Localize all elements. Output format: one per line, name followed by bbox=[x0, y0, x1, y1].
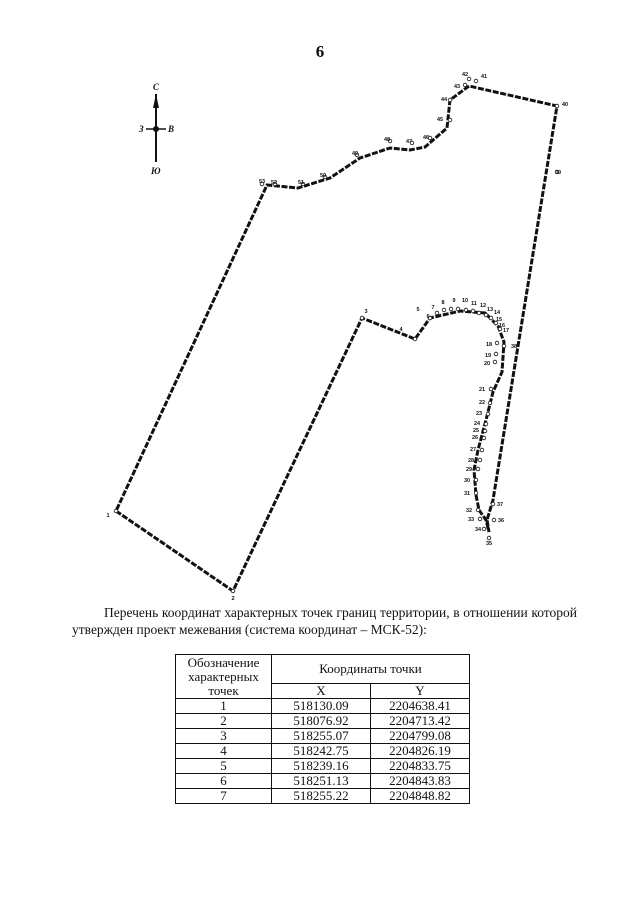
point-label: 44 bbox=[440, 97, 448, 103]
point-label: 39 bbox=[554, 170, 562, 176]
boundary-vertex bbox=[494, 352, 498, 356]
boundary-vertex bbox=[448, 98, 452, 102]
boundary-vertex bbox=[435, 311, 439, 315]
point-label: 36 bbox=[497, 518, 505, 524]
point-label: 9 bbox=[452, 298, 456, 304]
boundary-vertex bbox=[449, 307, 453, 311]
x-cell: 518239.16 bbox=[272, 759, 371, 774]
boundary-vertex bbox=[488, 401, 492, 405]
x-cell: 518130.09 bbox=[272, 699, 371, 714]
table-row bbox=[176, 699, 470, 714]
point-label: 4 bbox=[399, 327, 403, 333]
boundary-vertex bbox=[477, 311, 481, 315]
header-x: X bbox=[272, 684, 371, 699]
boundary-vertex bbox=[484, 313, 488, 317]
boundary-vertex bbox=[231, 589, 235, 593]
boundary-vertex bbox=[482, 527, 486, 531]
page-number: 6 bbox=[315, 42, 325, 61]
boundary-vertex bbox=[114, 509, 118, 513]
point-label: 2 bbox=[231, 596, 235, 602]
boundary-vertex bbox=[482, 436, 486, 440]
boundary-vertex bbox=[474, 491, 478, 495]
point-label: 3 bbox=[364, 309, 368, 315]
table-row bbox=[176, 744, 470, 759]
y-cell: 2204826.19 bbox=[371, 744, 470, 759]
boundary-vertex bbox=[484, 422, 488, 426]
point-label: 51 bbox=[297, 180, 305, 186]
point-labels bbox=[106, 72, 568, 602]
compass-south-label: Ю bbox=[151, 166, 161, 176]
point-label: 6 bbox=[426, 314, 430, 320]
point-label: 34 bbox=[474, 527, 482, 533]
boundary-vertex bbox=[471, 309, 475, 313]
table-row bbox=[176, 714, 470, 729]
point-label: 30 bbox=[463, 478, 471, 484]
boundary-vertex bbox=[474, 478, 478, 482]
boundary-vertex bbox=[489, 316, 493, 320]
point-label: 31 bbox=[463, 491, 471, 497]
boundary-vertex bbox=[474, 79, 478, 83]
x-cell: 518242.75 bbox=[272, 744, 371, 759]
x-cell: 518076.92 bbox=[272, 714, 371, 729]
point-cell: 6 bbox=[176, 774, 272, 789]
boundary-vertex bbox=[413, 337, 417, 341]
point-label: 35 bbox=[485, 541, 493, 547]
point-label: 32 bbox=[465, 508, 473, 514]
boundary-vertex bbox=[476, 467, 480, 471]
point-cell: 4 bbox=[176, 744, 272, 759]
point-cell: 3 bbox=[176, 729, 272, 744]
boundary-vertex bbox=[555, 104, 559, 108]
boundary-vertex bbox=[360, 316, 364, 320]
point-cell: 1 bbox=[176, 699, 272, 714]
point-label: 12 bbox=[479, 303, 487, 309]
point-label: 18 bbox=[485, 342, 493, 348]
point-label: 47 bbox=[405, 139, 413, 145]
boundary-vertex bbox=[492, 518, 496, 522]
y-cell: 2204799.08 bbox=[371, 729, 470, 744]
table-row bbox=[176, 789, 470, 804]
compass-east-label: В bbox=[168, 124, 175, 134]
point-label: 25 bbox=[472, 428, 480, 434]
point-label: 17 bbox=[502, 328, 510, 334]
point-label: 19 bbox=[484, 353, 492, 359]
boundary-vertex bbox=[489, 387, 493, 391]
point-label: 16 bbox=[498, 323, 506, 329]
point-label: 5 bbox=[416, 307, 420, 313]
point-label: 27 bbox=[469, 447, 477, 453]
point-label: 40 bbox=[561, 102, 569, 108]
table-row bbox=[176, 729, 470, 744]
point-cell: 2 bbox=[176, 714, 272, 729]
point-label: 11 bbox=[471, 301, 477, 307]
boundary-vertex bbox=[448, 118, 452, 122]
point-label: 20 bbox=[483, 361, 491, 367]
point-label: 33 bbox=[467, 517, 475, 523]
coordinates-table bbox=[175, 654, 470, 804]
header-designation: Обозначение характерных точек bbox=[176, 655, 272, 699]
boundary-vertex bbox=[491, 502, 495, 506]
boundary-vertex bbox=[456, 307, 460, 311]
compass-west-label: З bbox=[139, 124, 144, 134]
point-label: 14 bbox=[493, 310, 501, 316]
boundary-vertices bbox=[114, 77, 562, 593]
y-cell: 2204713.42 bbox=[371, 714, 470, 729]
y-cell: 2204638.41 bbox=[371, 699, 470, 714]
boundary-vertex bbox=[495, 341, 499, 345]
point-label: 28 bbox=[467, 458, 475, 464]
boundary-vertex bbox=[502, 344, 506, 348]
boundary-vertex bbox=[480, 448, 484, 452]
point-label: 42 bbox=[461, 72, 469, 78]
y-cell: 2204833.75 bbox=[371, 759, 470, 774]
point-label: 24 bbox=[473, 421, 481, 427]
compass-north-label: С bbox=[153, 82, 160, 92]
point-label: 38 bbox=[510, 344, 518, 350]
boundary-vertex bbox=[476, 508, 480, 512]
point-label: 21 bbox=[478, 387, 486, 393]
point-label: 22 bbox=[478, 400, 486, 406]
point-label: 13 bbox=[486, 307, 494, 313]
point-cell: 7 bbox=[176, 789, 272, 804]
point-label: 15 bbox=[495, 317, 503, 323]
x-cell: 518255.22 bbox=[272, 789, 371, 804]
point-label: 23 bbox=[475, 411, 483, 417]
point-label: 53 bbox=[258, 179, 266, 185]
point-label: 37 bbox=[496, 502, 504, 508]
point-label: 50 bbox=[319, 173, 327, 179]
point-label: 48 bbox=[383, 137, 391, 143]
header-y: Y bbox=[371, 684, 470, 699]
point-label: 41 bbox=[480, 74, 488, 80]
point-label: 10 bbox=[461, 298, 469, 304]
point-label: 52 bbox=[270, 180, 278, 186]
table-row bbox=[176, 759, 470, 774]
boundary-vertex bbox=[493, 360, 497, 364]
boundary-vertex bbox=[486, 412, 490, 416]
boundary-vertex bbox=[478, 458, 482, 462]
boundary-vertex bbox=[483, 429, 487, 433]
point-label: 49 bbox=[351, 151, 359, 157]
point-label: 8 bbox=[441, 300, 445, 306]
y-cell: 2204848.82 bbox=[371, 789, 470, 804]
point-label: 26 bbox=[471, 435, 479, 441]
point-cell: 5 bbox=[176, 759, 272, 774]
point-label: 29 bbox=[465, 467, 473, 473]
point-label: 45 bbox=[436, 117, 444, 123]
boundary-vertex bbox=[463, 83, 467, 87]
boundary-vertex bbox=[464, 308, 468, 312]
x-cell: 518251.13 bbox=[272, 774, 371, 789]
table-row bbox=[176, 774, 470, 789]
boundary-vertex bbox=[487, 536, 491, 540]
point-label: 1 bbox=[106, 513, 110, 519]
boundary-vertex bbox=[442, 308, 446, 312]
x-cell: 518255.07 bbox=[272, 729, 371, 744]
point-label: 7 bbox=[431, 305, 435, 311]
header-coordinates: Координаты точки bbox=[272, 655, 470, 684]
y-cell: 2204843.83 bbox=[371, 774, 470, 789]
coordinates-caption: Перечень координат характерных точек границ территории, в отношении которой утвержден проект межевания (система координат – МСК-52): bbox=[72, 605, 577, 637]
boundary-vertex bbox=[478, 517, 482, 521]
point-label: 46 bbox=[422, 135, 430, 141]
point-label: 43 bbox=[453, 84, 461, 90]
boundary-line bbox=[116, 86, 557, 591]
